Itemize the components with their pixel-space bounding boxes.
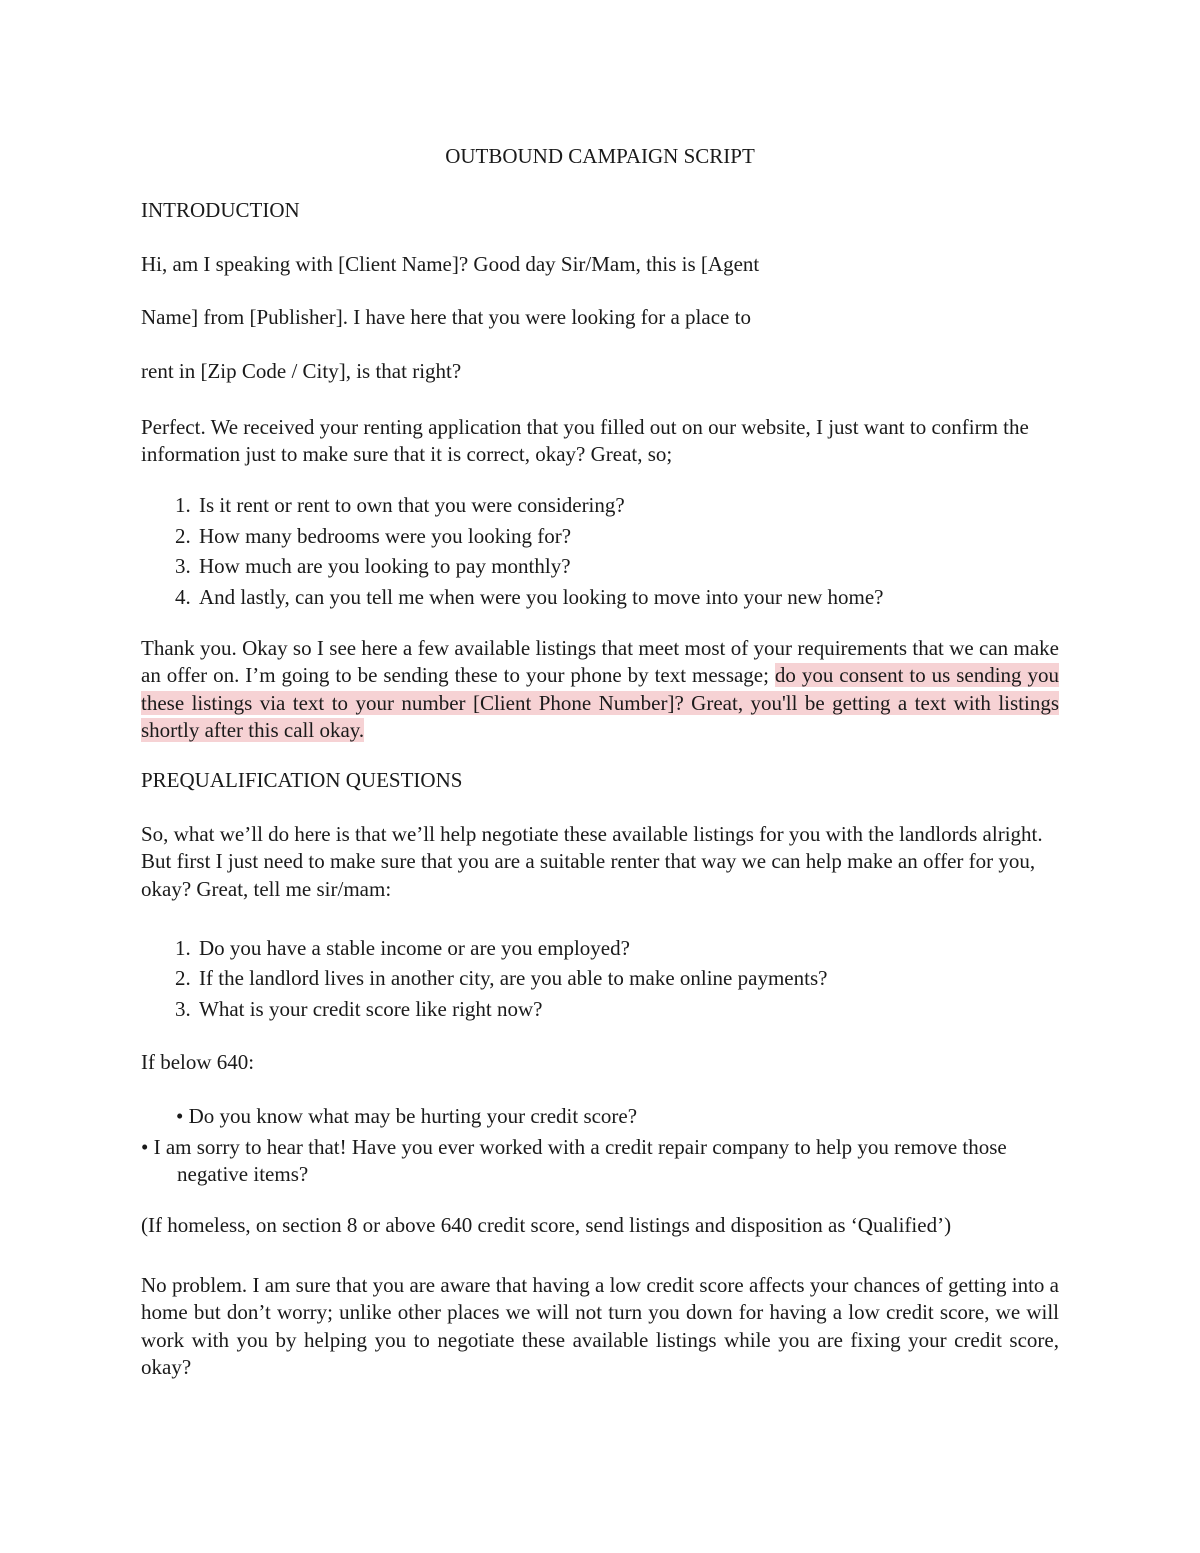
list-number: 1. [175, 936, 191, 960]
list-number: 2. [175, 966, 191, 990]
introduction-heading: INTRODUCTION [141, 198, 300, 222]
intro-line-3: rent in [Zip Code / City], is that right? [141, 359, 462, 383]
prequal-question-1 [175, 935, 630, 962]
prequal-question-3 [175, 996, 542, 1023]
list-number: 3. [175, 997, 191, 1021]
list-text: Do you have a stable income or are you employed? [199, 936, 630, 960]
confirm-paragraph: Perfect. We received your renting application that you filled out on our website, I just want to confirm the information just to make sure that it is correct, okay? Great, so; [141, 415, 1029, 467]
bullet-hurting-score: • Do you know what may be hurting your credit score? [176, 1104, 638, 1128]
intro-question-1 [175, 492, 625, 519]
qualified-note: (If homeless, on section 8 or above 640 credit score, send listings and disposition as ‘Qualified’) [141, 1213, 952, 1237]
prequal-heading: PREQUALIFICATION QUESTIONS [141, 768, 463, 792]
closing-paragraph: No problem. I am sure that you are aware that having a low credit score affects your chances of getting into a home but don’t worry; unlike other places we will not turn you down for having a low credit score, we will work with you by helping you to negotiate these available listings while you are fixing your credit score, okay? [141, 1273, 1059, 1380]
list-text: And lastly, can you tell me when were you looking to move into your new home? [199, 585, 884, 609]
list-text: How much are you looking to pay monthly? [199, 554, 571, 578]
prequal-question-2 [175, 965, 827, 992]
intro-question-2 [175, 523, 571, 550]
document-title: OUTBOUND CAMPAIGN SCRIPT [445, 144, 755, 168]
list-number: 3. [175, 554, 191, 578]
list-number: 2. [175, 524, 191, 548]
list-text: If the landlord lives in another city, are you able to make online payments? [199, 966, 828, 990]
consent-highlight: do you consent to us sending you these listings via text to your number [Client Phone Number]? Great, you'll be getting a text with listings shortly after this call okay. [141, 663, 1059, 743]
intro-question-4 [175, 584, 884, 611]
thanks-paragraph [141, 635, 1059, 745]
list-number: 1. [175, 493, 191, 517]
if-below-640: If below 640: [141, 1050, 255, 1074]
intro-line-1: Hi, am I speaking with [Client Name]? Good day Sir/Mam, this is [Agent [141, 252, 760, 276]
intro-question-3 [175, 553, 571, 580]
bullet-credit-repair: • I am sorry to hear that! Have you ever worked with a credit repair company to help you remove those negative items? [141, 1135, 1007, 1187]
list-text: What is your credit score like right now? [199, 997, 543, 1021]
list-text: How many bedrooms were you looking for? [199, 524, 572, 548]
prequal-intro-paragraph: So, what we’ll do here is that we’ll help negotiate these available listings for you with the landlords alright. But first I just need to make sure that you are a suitable renter that way we can help make an offer for you, okay? Great, tell me sir/mam: [141, 822, 1043, 901]
intro-line-2: Name] from [Publisher]. I have here that you were looking for a place to [141, 305, 751, 329]
thanks-text: Thank you. Okay so I see here a few available listings that meet most of your requirements that we can make an offer on. I’m going to be sending these to your phone by text message; [141, 636, 1059, 688]
list-text: Is it rent or rent to own that you were considering? [199, 493, 625, 517]
list-number: 4. [175, 585, 191, 609]
